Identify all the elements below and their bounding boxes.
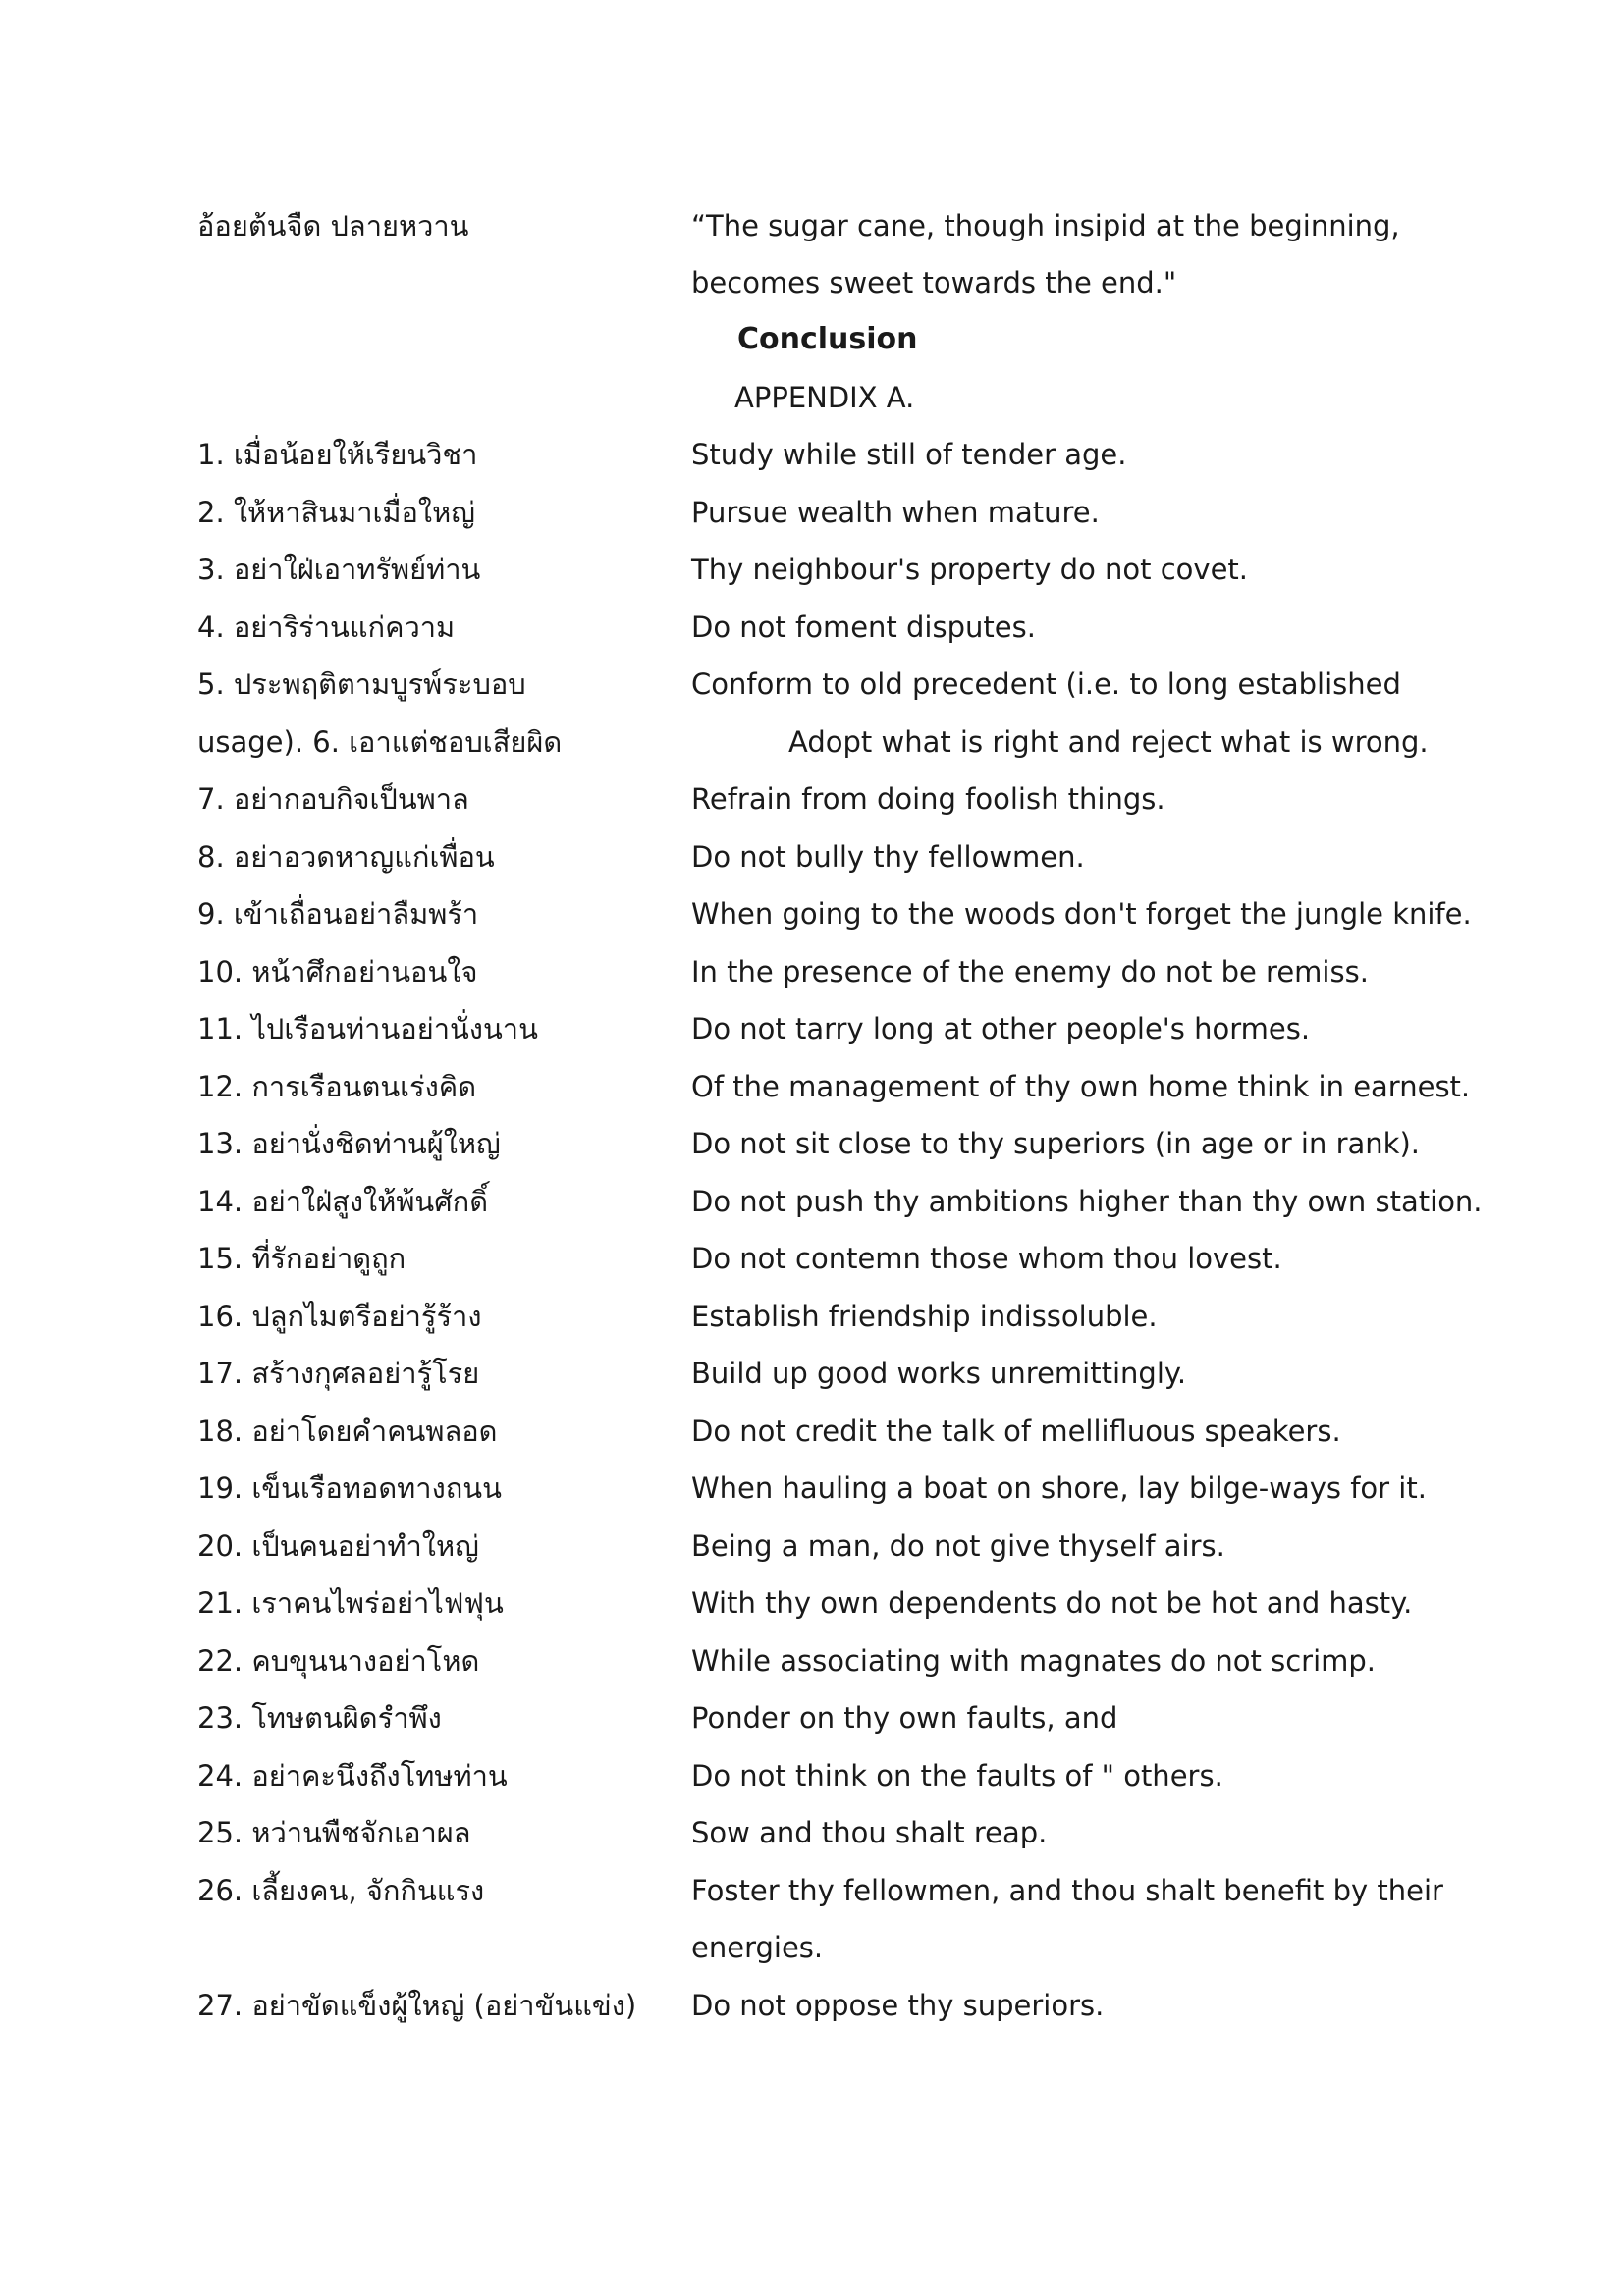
proverb-english: Pursue wealth when mature. [691, 496, 1100, 529]
proverb-english: Do not credit the talk of mellifluous speakers. [691, 1415, 1341, 1448]
proverb-english: In the presence of the enemy do not be remiss. [691, 955, 1369, 988]
proverb-english: Do not foment disputes. [691, 611, 1036, 644]
proverb-thai: 19. เข็นเรือทอดทางถนน [197, 1471, 502, 1505]
intro-english-line1: “The sugar cane, though insipid at the beginning, [691, 209, 1400, 242]
proverb-english: Foster thy fellowmen, and thou shalt benefit by their [691, 1874, 1443, 1907]
proverb-thai: 17. สร้างกุศลอย่ารู้โรย [197, 1357, 480, 1390]
proverb-thai: 18. อย่าโดยคำคนพลอด [197, 1415, 498, 1448]
proverb-thai: 9. เข้าเถื่อนอย่าลืมพร้า [197, 897, 479, 931]
proverb-thai: 26. เลี้ยงคน, จักกินแรง [197, 1874, 485, 1907]
proverb-english: When hauling a boat on shore, lay bilge-ways for it. [691, 1471, 1427, 1505]
proverb-thai: 13. อย่านั่งชิดท่านผู้ใหญ่ [197, 1127, 501, 1160]
proverb-thai: 1. เมื่อน้อยให้เรียนวิชา [197, 438, 478, 471]
proverb-english: Do not oppose thy superiors. [691, 1989, 1105, 2022]
proverb-english-continuation: energies. [691, 1931, 824, 1964]
proverb-thai: 10. หน้าศึกอย่านอนใจ [197, 955, 478, 988]
proverb-thai: 4. อย่าริร่านแก่ความ [197, 611, 456, 644]
proverb-thai: 21. เราคนไพร่อย่าไฟฟุน [197, 1586, 504, 1620]
proverb-english: Do not tarry long at other people's hormes. [691, 1012, 1311, 1045]
proverb-thai: 24. อย่าคะนึงถึงโทษท่าน [197, 1759, 508, 1792]
proverb-english: Sow and thou shalt reap. [691, 1816, 1048, 1849]
proverb-english: Conform to old precedent (i.e. to long established [691, 667, 1401, 701]
proverb-thai: 27. อย่าขัดแข็งผู้ใหญ่ (อย่าขันแข่ง) [197, 1989, 637, 2022]
proverb-thai: 3. อย่าใฝ่เอาทรัพย์ท่าน [197, 553, 481, 586]
proverb-english: Do not think on the faults of " others. [691, 1759, 1223, 1792]
proverb-english: Of the management of thy own home think in earnest. [691, 1070, 1471, 1103]
proverb-thai: 5. ประพฤติตามบูรพ์ระบอบ [197, 667, 526, 701]
proverb-thai: 23. โทษตนผิดรำพึง [197, 1701, 442, 1735]
section-title: Conclusion [737, 322, 918, 356]
proverb-thai: 7. อย่ากอบกิจเป็นพาล [197, 782, 469, 816]
proverb-english: Study while still of tender age. [691, 438, 1127, 471]
proverb-thai: 8. อย่าอวดหาญแก่เพื่อน [197, 840, 495, 874]
proverb-thai: 25. หว่านพืชจักเอาผล [197, 1816, 471, 1849]
intro-english-line2: becomes sweet towards the end." [691, 266, 1177, 299]
proverb-english: Adopt what is right and reject what is wrong. [788, 725, 1429, 759]
proverb-english: Being a man, do not give thyself airs. [691, 1529, 1225, 1563]
proverb-thai: 20. เป็นคนอย่าทำใหญ่ [197, 1529, 479, 1563]
proverb-english: Do not contemn those whom thou lovest. [691, 1242, 1282, 1275]
proverb-english: Do not sit close to thy superiors (in age or in rank). [691, 1127, 1420, 1160]
intro-thai: อ้อยต้นจืด ปลายหวาน [197, 209, 469, 242]
appendix-title: APPENDIX A. [734, 381, 915, 414]
proverb-thai: 2. ให้หาสินมาเมื่อใหญ่ [197, 496, 475, 529]
proverb-thai: 14. อย่าใฝ่สูงให้พ้นศักดิ์ [197, 1185, 489, 1218]
proverb-english: Build up good works unremittingly. [691, 1357, 1187, 1390]
proverb-english: With thy own dependents do not be hot and hasty. [691, 1586, 1413, 1620]
proverb-english: When going to the woods don't forget the jungle knife. [691, 897, 1472, 931]
proverb-thai: usage). 6. เอาแต่ชอบเสียผิด [197, 725, 563, 759]
proverb-english: Do not bully thy fellowmen. [691, 840, 1085, 874]
proverb-thai: 11. ไปเรือนท่านอย่านั่งนาน [197, 1012, 538, 1045]
proverb-english: Refrain from doing foolish things. [691, 782, 1165, 816]
proverb-english: Do not push thy ambitions higher than thy own station. [691, 1185, 1483, 1218]
proverb-thai: 15. ที่รักอย่าดูถูก [197, 1242, 406, 1275]
proverb-english: Thy neighbour's property do not covet. [691, 553, 1249, 586]
proverb-english: While associating with magnates do not scrimp. [691, 1644, 1377, 1678]
proverb-thai: 22. คบขุนนางอย่าโหด [197, 1644, 480, 1678]
proverb-thai: 12. การเรือนตนเร่งคิด [197, 1070, 477, 1103]
proverb-english: Establish friendship indissoluble. [691, 1300, 1158, 1333]
proverb-english: Ponder on thy own faults, and [691, 1701, 1118, 1735]
proverb-thai: 16. ปลูกไมตรีอย่ารู้ร้าง [197, 1300, 482, 1333]
